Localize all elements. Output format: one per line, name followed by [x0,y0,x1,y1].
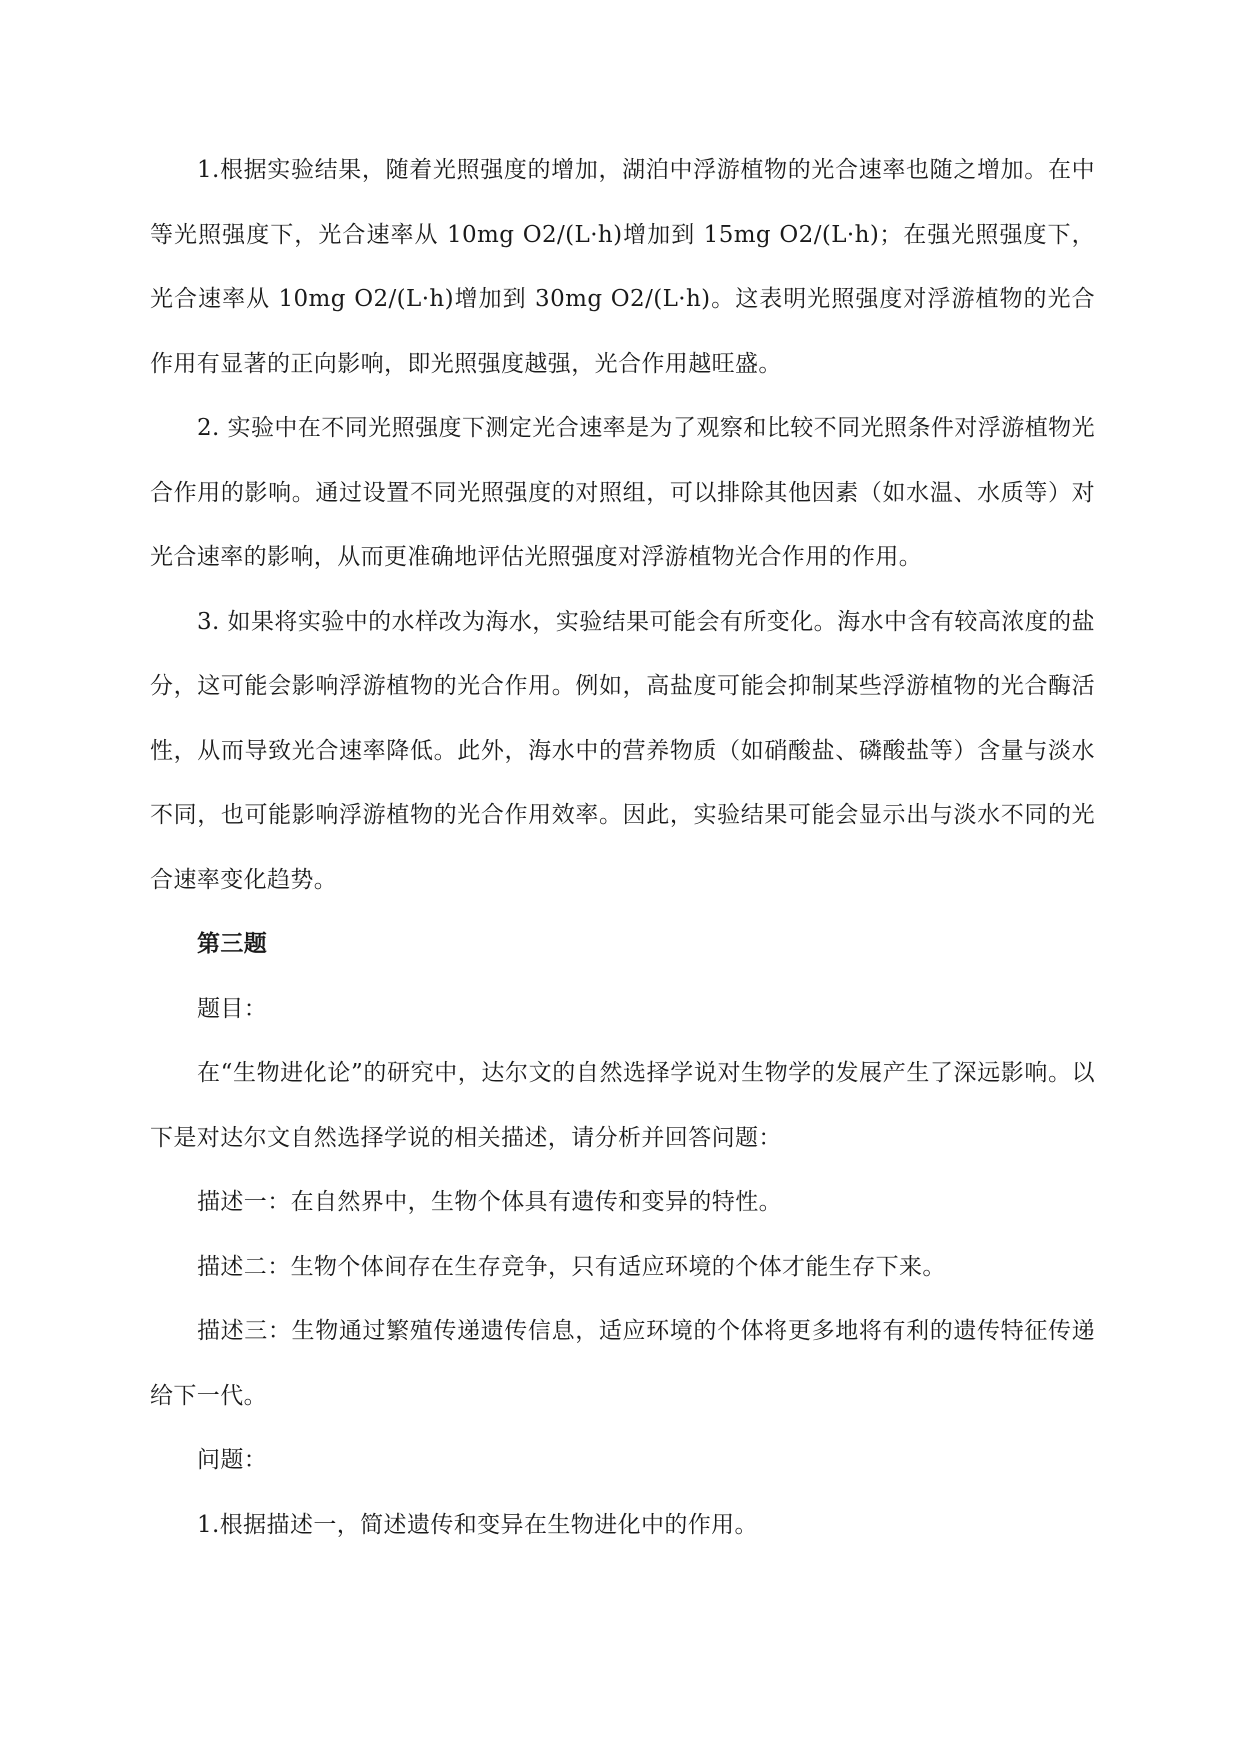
answer-paragraph-2: 2. 实验中在不同光照强度下测定光合速率是为了观察和比较不同光照条件对浮游植物光合作用的影响。通过设置不同光照强度的对照组，可以排除其他因素（如水温、水质等）对光合速率的影响，从而更准确地评估光照强度对浮游植物光合作用的作用。 [150,415,1095,570]
question-intro: 在“生物进化论”的研究中，达尔文的自然选择学说对生物学的发展产生了深远影响。以下是对达尔文自然选择学说的相关描述，请分析并回答问题： [150,1060,1095,1151]
section-heading: 第三题 [197,930,268,957]
question-1: 1.根据描述一，简述遗传和变异在生物进化中的作用。 [197,1511,758,1538]
document-page [150,138,1095,1557]
question-label: 题目： [197,995,268,1022]
answer-paragraph-3: 3. 如果将实验中的水样改为海水，实验结果可能会有所变化。海水中含有较高浓度的盐分，这可能会影响浮游植物的光合作用。例如，高盐度可能会抑制某些浮游植物的光合酶活性，从而导致光合速率降低。此外，海水中的营养物质（如硝酸盐、磷酸盐等）含量与淡水不同，也可能影响浮游植物的光合作用效率。因此，实验结果可能会显示出与淡水不同的光合速率变化趋势。 [150,608,1095,893]
questions-label: 问题： [197,1447,268,1473]
answer-paragraph-1: 1.根据实验结果，随着光照强度的增加，湖泊中浮游植物的光合速率也随之增加。在中等光照强度下，光合速率从 10mg O2/(L·h)增加到 15mg O2/(L·h)；在强光照强度下，光合速率从 10mg O2/(L·h)增加到 30mg O2/(L·h)。这表明光照强度对浮游植物的光合作用有显著的正向影响，即光照强度越强，光合作用越旺盛。 [150,157,1095,377]
description-3: 描述三：生物通过繁殖传递遗传信息，适应环境的个体将更多地将有利的遗传特征传递给下一代。 [150,1318,1095,1409]
description-2: 描述二：生物个体间存在生存竞争，只有适应环境的个体才能生存下来。 [197,1253,946,1280]
description-1: 描述一：在自然界中，生物个体具有遗传和变异的特性。 [197,1189,782,1215]
